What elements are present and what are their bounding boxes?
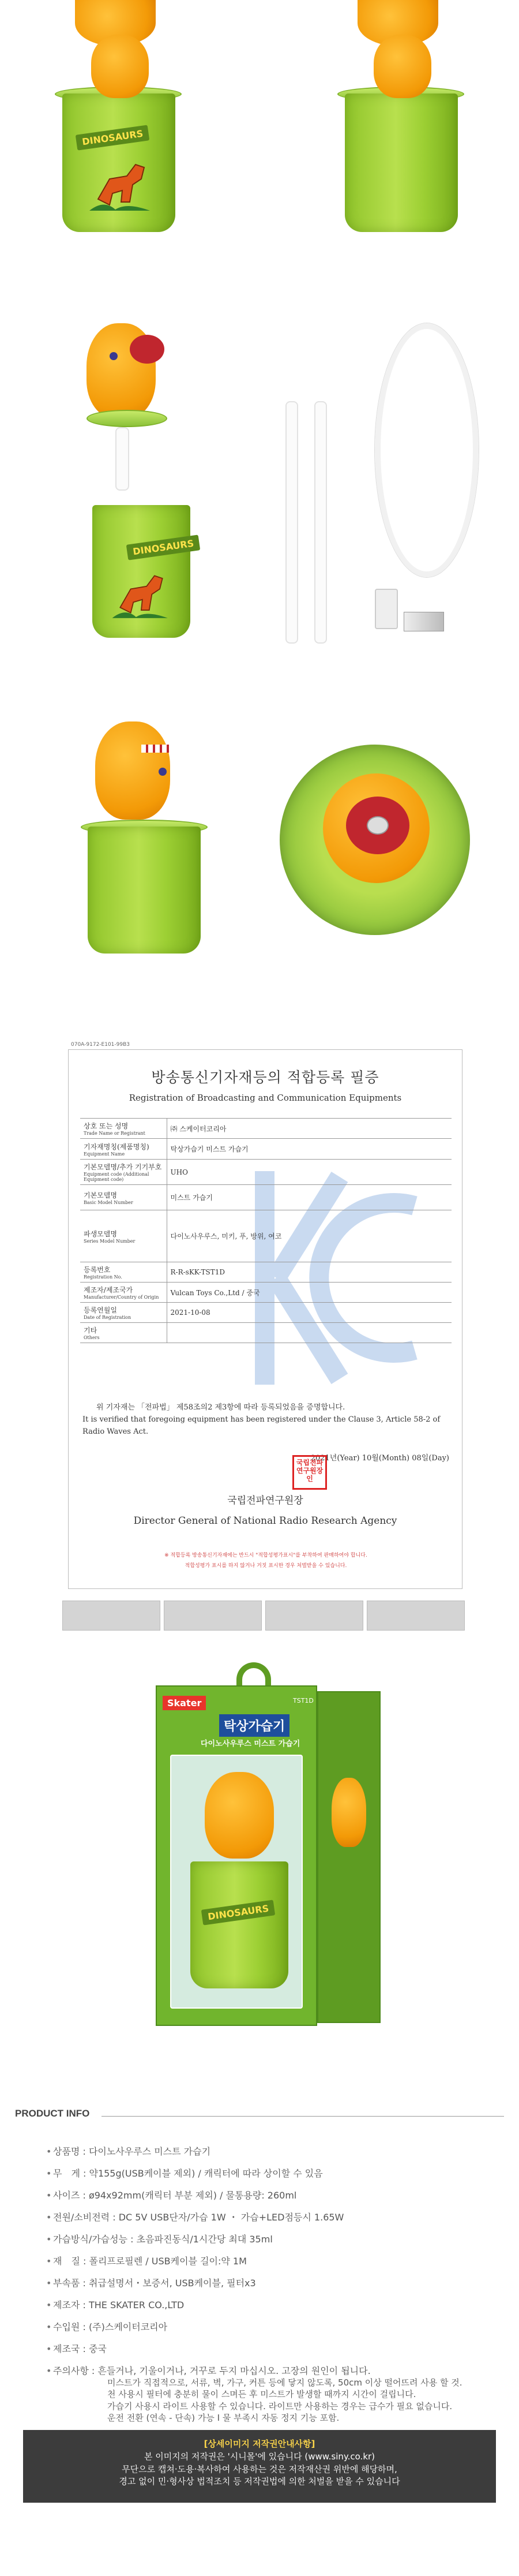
cert-row-value: ㈜ 스케이터코리아 [167, 1119, 452, 1139]
cert-row-label [80, 1139, 167, 1160]
cert-row [80, 1119, 452, 1139]
cert-row-label-ko: 제조자/제조국가 [84, 1286, 133, 1294]
dino-neck-left [91, 35, 149, 98]
cert-row-label-en: Manufacturer/Country of Origin [84, 1295, 159, 1300]
cert-row [80, 1139, 452, 1160]
cert-row-label [80, 1323, 167, 1343]
product-info-item [46, 2343, 496, 2355]
product-info-list [46, 2146, 496, 2434]
product-info-value: 약155g(USB케이블 제외) / 캐릭터에 따라 상이할 수 있음 [89, 2168, 323, 2179]
cert-row-label-en: Others [84, 1335, 100, 1340]
product-info-value: ø94x92mm(캐릭터 부분 제외) / 물통용량: 260ml [88, 2190, 297, 2201]
photo-assembled-topview [0, 721, 519, 970]
cup-part-label: DINOSAURS [126, 534, 201, 560]
package-model: TST1D [293, 1697, 314, 1704]
cert-row-label [80, 1262, 167, 1283]
cert-row-label-en: Date of Registration [84, 1315, 131, 1320]
product-info-item [46, 2168, 496, 2179]
product-info-value: 초음파진동식/1시간당 최대 35ml [136, 2234, 273, 2245]
copyright-notice [23, 2430, 496, 2503]
cert-row-value: 2021-10-08 [167, 1303, 452, 1323]
product-info-separator: : [80, 2168, 89, 2179]
lid-part [86, 410, 167, 427]
product-info-value: 폴리프로필렌 / USB케이블 길이:약 1M [89, 2256, 247, 2267]
cert-row-value: R-R-sKK-TST1D [167, 1262, 452, 1283]
notice-line-1: 본 이미지의 저작권은 '시니몰'에 있습니다 (www.siny.co.kr) [144, 2451, 375, 2462]
photo-parts [0, 312, 519, 693]
product-info-caution-label: 주의사항 [53, 2365, 89, 2376]
cert-row-label-ko: 기자재명칭(제품명칭) [84, 1142, 149, 1151]
caution-line: 가습기 사용시 라이트 사용할 수 있습니다. 라이트만 사용하는 경우는 급수가 필요 없습니다. [107, 2401, 453, 2412]
topview-nozzle [367, 816, 389, 835]
cert-doc-id: 070A-9172-E101-99B3 [71, 1042, 130, 1048]
package-side [317, 1691, 381, 2023]
product-info-caution [46, 2365, 496, 2424]
cert-row-label-en: Equipment Name [84, 1151, 125, 1157]
product-info-item [46, 2256, 496, 2267]
package-hanger [236, 1662, 271, 1685]
product-info-value: 취급설명서・보증서, USB케이블, 필터x3 [88, 2278, 256, 2289]
product-info-item [46, 2212, 496, 2223]
cert-row-label-en: Equipment code (Additional Equipment code) [84, 1172, 149, 1182]
cup-assembled [88, 827, 201, 954]
cert-statement-ko: 위 기자재는 「전파법」 제58조의2 제3항에 따라 등록되었음을 증명합니다. [96, 1403, 345, 1412]
cert-row-label [80, 1185, 167, 1210]
kc-mark-thumbnails [62, 1601, 466, 1631]
product-info-label: 전원/소비전력 [53, 2212, 110, 2223]
product-info-separator: : [127, 2234, 137, 2245]
product-info-item [46, 2321, 496, 2333]
dino-illustration-parts [110, 560, 173, 623]
cert-issuer-ko: 국립전파연구원장 [227, 1495, 303, 1506]
cert-row-label-en: Series Model Number [84, 1238, 136, 1244]
cup-right [345, 94, 458, 232]
kc-certificate [68, 1042, 462, 1589]
filter-stick-2 [314, 401, 327, 644]
product-info-separator: : [80, 2278, 89, 2289]
product-info-value: (주)스케이터코리아 [88, 2321, 168, 2332]
caution-line: 천 사용시 필터에 충분히 물이 스며든 후 미스트가 발생할 때까지 시간이 걸립니다. [107, 2389, 416, 2400]
cert-row [80, 1283, 452, 1303]
product-info-separator: : [80, 2343, 89, 2354]
package-dino [205, 1772, 274, 1859]
wick-part [115, 427, 129, 491]
notice-line-3: 경고 없이 민·형사상 법적조치 등 저작권법에 의한 처벌을 받을 수 있습니다 [119, 2476, 400, 2487]
usb-plug [375, 589, 398, 629]
package-cup-label: DINOSAURS [201, 1900, 276, 1925]
product-info-label: 제조자 [53, 2300, 80, 2310]
cert-row-label-ko: 기본모델명/추가 기기부호 [84, 1163, 162, 1171]
dino-illustration-left [86, 147, 156, 216]
cert-row-value: UHO [167, 1160, 452, 1185]
product-info-separator: : [80, 2190, 89, 2201]
cert-seal-stamp: 국립전파연구원장인 [292, 1455, 327, 1490]
caution-line: 흔들거나, 기울이거나, 거꾸로 두지 마십시오. 고장의 원인이 됩니다. [97, 2365, 371, 2376]
cert-row [80, 1210, 452, 1262]
cert-note-1: ※ 적합등록 방송통신기자재에는 반드시 "적합성평가표시"를 부착하여 판매하여야 합니다. [164, 1553, 367, 1558]
cert-row-value: 다이노사우루스, 미키, 푸, 방위, 여코 [167, 1210, 452, 1262]
cup-print-label: DINOSAURS [76, 125, 150, 150]
cert-table [80, 1118, 452, 1343]
package-side-dino [332, 1778, 366, 1847]
usb-connector-metal [404, 612, 444, 631]
cert-row-value: 미스트 가습기 [167, 1185, 452, 1210]
cert-row-label-en: Basic Model Number [84, 1199, 133, 1205]
product-info-label: 수입원 [53, 2321, 80, 2332]
dino-eye-assembled [159, 768, 167, 776]
product-info-label: 사이즈 [53, 2190, 80, 2201]
photo-package [0, 1662, 519, 2066]
kc-thumb-2 [164, 1601, 262, 1631]
notice-line-2: 무단으로 캡쳐·도용·복사하여 사용하는 것은 저작재산권 위반에 해당하며, [122, 2463, 397, 2474]
product-info-separator: : [80, 2300, 89, 2310]
photo-humidifier-front-back [0, 0, 519, 248]
product-info-separator: : [88, 2365, 98, 2376]
filter-stick-1 [285, 401, 298, 644]
product-info-separator: : [80, 2321, 89, 2332]
cert-row-label-en: Trade Name or Registrant [84, 1131, 145, 1136]
product-info-item [46, 2278, 496, 2289]
cert-row-label [80, 1210, 167, 1262]
cert-note-2: 적합성평가 표시를 하지 않거나 거짓 표시한 경우 처벌받을 수 있습니다. [185, 1563, 347, 1569]
cert-row-label [80, 1303, 167, 1323]
cert-row-label-ko: 등록번호 [84, 1266, 111, 1274]
notice-title: [상세이미지 저작권안내사항] [204, 2439, 315, 2449]
cert-row-value [167, 1323, 452, 1343]
product-info-label: 가습방식/가습성능 [53, 2234, 128, 2245]
cert-row-value: 탁상가습기 미스트 가습기 [167, 1139, 452, 1160]
dino-eye [110, 352, 118, 360]
dino-neck-right [374, 35, 431, 98]
cert-title-ko: 방송통신기자재등의 적합등록 필증 [151, 1069, 379, 1086]
cert-date-line: 2021년(Year) 10월(Month) 08일(Day) [310, 1454, 449, 1463]
cert-row [80, 1160, 452, 1185]
cert-row [80, 1323, 452, 1343]
kc-thumb-4 [367, 1601, 465, 1631]
caution-line: 미스트가 직접적으로, 서류, 벽, 가구, 커튼 등에 닿지 않도록, 50cm 이상 떨어뜨려 사용 할 것. [107, 2377, 462, 2388]
cert-row-value: Vulcan Toys Co.,Ltd / 중국 [167, 1283, 452, 1303]
cert-statement [82, 1402, 449, 1438]
product-info-divider [101, 2116, 504, 2117]
cert-row-label-ko: 기타 [84, 1326, 97, 1334]
cert-row-label-en: Registration No. [84, 1274, 122, 1280]
product-info-title: PRODUCT INFO [15, 2108, 90, 2119]
product-info-value: THE SKATER CO.,LTD [88, 2300, 185, 2310]
product-info-separator: : [80, 2256, 89, 2267]
product-info-item [46, 2300, 496, 2311]
kc-thumb-3 [265, 1601, 363, 1631]
cert-row [80, 1303, 452, 1323]
cert-statement-en: It is verified that foregoing equipment has been registered under the Clause 3, Article 58-2 of Radio Waves Act. [82, 1415, 441, 1436]
product-info-separator: : [110, 2212, 119, 2223]
product-info-label: 재 질 [53, 2256, 80, 2267]
dino-mouth-open [130, 335, 164, 364]
product-info-separator: : [80, 2146, 89, 2157]
cert-row [80, 1185, 452, 1210]
cert-row [80, 1262, 452, 1283]
product-info-label: 제조국 [53, 2343, 80, 2354]
package-title: 탁상가습기 [219, 1714, 289, 1737]
product-info-value: DC 5V USB단자/가습 1W ・ 가습+LED점등시 1.65W [118, 2212, 344, 2223]
product-info-value: 다이노사우루스 미스트 가습기 [88, 2146, 211, 2157]
cert-row-label-ko: 등록연월일 [84, 1306, 117, 1314]
product-info-label: 무 게 [53, 2168, 80, 2179]
package-subtitle: 다이노사우루스 미스트 가습기 [201, 1740, 300, 1748]
product-info-item [46, 2146, 496, 2158]
product-info-item [46, 2234, 496, 2245]
cert-row-label [80, 1160, 167, 1185]
package-brand: Skater [163, 1696, 206, 1710]
cert-title-en: Registration of Broadcasting and Communication Equipments [129, 1093, 402, 1103]
product-info-label: 상품명 [53, 2146, 80, 2157]
cert-row-label [80, 1119, 167, 1139]
product-info-value: 중국 [88, 2343, 107, 2354]
cert-row-label-ko: 파생모델명 [84, 1229, 117, 1238]
caution-line: 운전 전환 (연속 - 단속) 가능 I 물 부족시 자동 정지 기능 포함. [107, 2412, 340, 2423]
kc-thumb-1 [62, 1601, 160, 1631]
cert-row-label-ko: 기본모델명 [84, 1191, 117, 1199]
product-info-header [15, 2108, 504, 2119]
cert-row-label [80, 1283, 167, 1303]
usb-cable-coil [375, 323, 479, 577]
dino-teeth [141, 745, 173, 753]
product-info-item [46, 2190, 496, 2201]
cert-row-label-ko: 상호 또는 성명 [84, 1122, 129, 1130]
product-info-label: 부속품 [53, 2278, 80, 2289]
cert-issuer-en: Director General of National Radio Research Agency [133, 1515, 397, 1527]
